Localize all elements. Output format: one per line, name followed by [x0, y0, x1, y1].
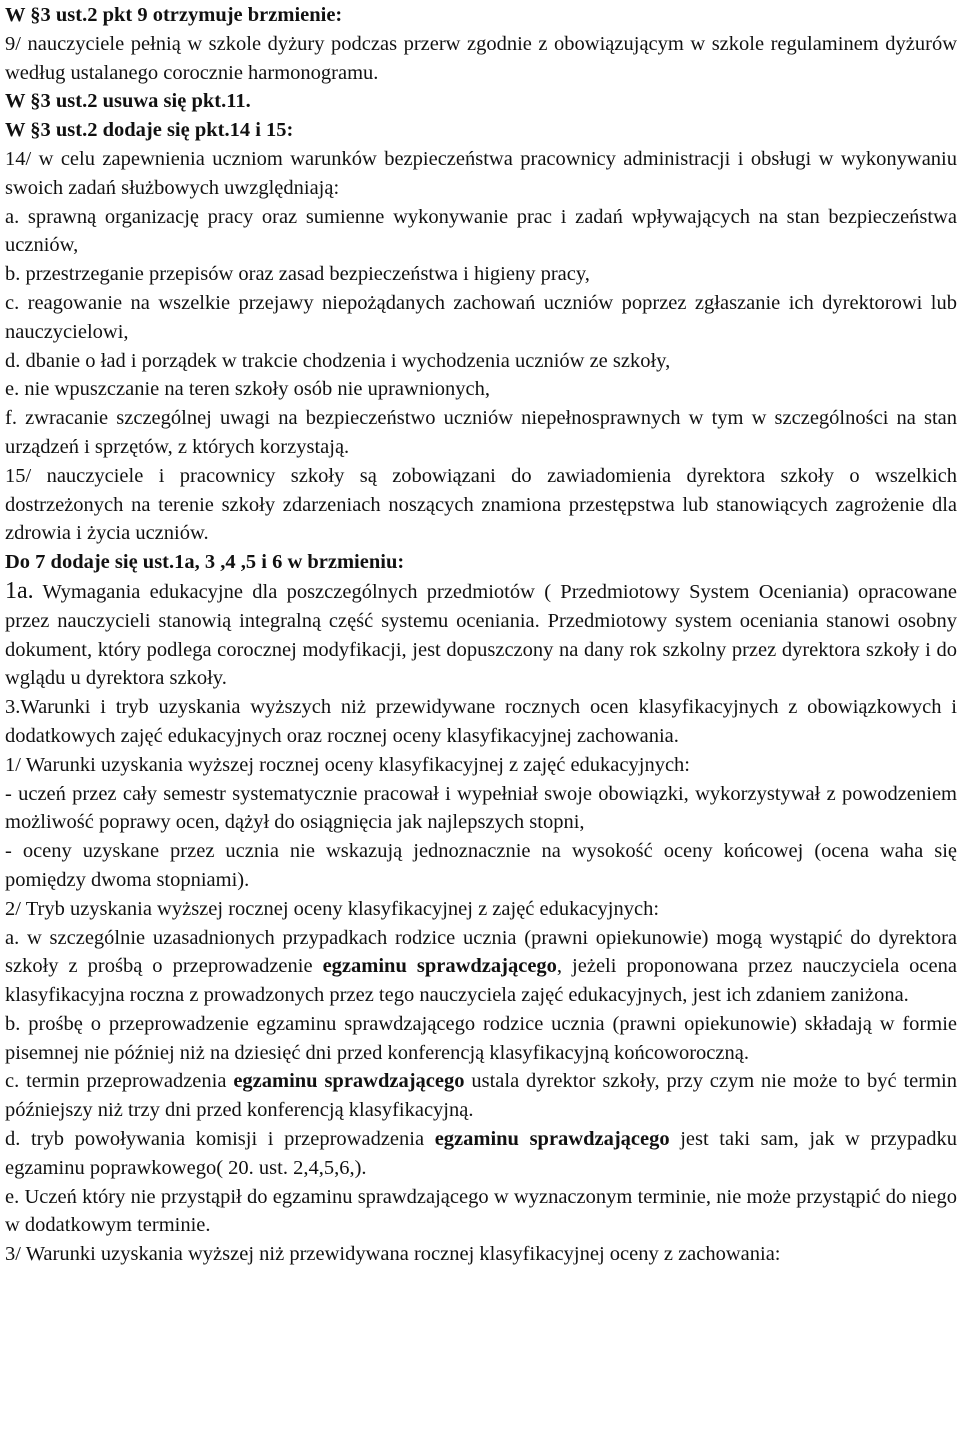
- point-15: 15/ nauczyciele i pracownicy szkoły są zobowiązani do zawiadomienia dyrektora szkoły o wszelkich dostrzeżonych na terenie szkoły zdarzeniach noszących znamiona przestępstwa lub stanowiących zagrożenie dla zdrowia i życia uczniów.: [5, 464, 957, 545]
- bold-term: egzaminu sprawdzającego: [233, 1070, 465, 1093]
- point-14: 14/ w celu zapewnienia uczniom warunków bezpieczeństwa pracownicy administracji i obsługi w wykonywaniu swoich zadań służbowych uwzględniają:: [5, 147, 957, 199]
- paragraph-3-1-dash-1: - uczeń przez cały semestr systematycznie pracował i wypełniał swoje obowiązki, wykorzystywał z powodzeniem możliwość poprawy ocen, dążył do osiągnięcia jak najlepszych stopni,: [5, 782, 957, 834]
- point-14-d: d. dbanie o ład i porządek w trakcie chodzenia i wychodzenia uczniów ze szkoły,: [5, 349, 671, 372]
- amendment-heading-4: Do 7 dodaje się ust.1a, 3 ,4 ,5 i 6 w brzmieniu:: [5, 551, 405, 574]
- paragraph-3-2-c: [5, 1067, 957, 1125]
- paragraph-3-2: 2/ Tryb uzyskania wyższej rocznej oceny klasyfikacyjnej z zajęć edukacyjnych:: [5, 897, 660, 920]
- paragraph-3-1-dash-2: - oceny uzyskane przez ucznia nie wskazują jednoznacznie na wysokość oceny końcowej (ocena waha się pomiędzy dwoma stopniami).: [5, 840, 957, 891]
- text-part: c. termin przeprowadzenia: [5, 1070, 234, 1093]
- paragraph-1a-text: Wymagania edukacyjne dla poszczególnych przedmiotów ( Przedmiotowy System Oceniania) opracowane przez nauczycieli stanowią integralną część systemu oceniania. Przedmiotowy system oceniania stanowi osobny dokument, który podlega corocznej modyfikacji, jest dopuszczony na dany rok szkolny przez dyrektora szkoły i do wglądu u dyrektora szkoły.: [5, 580, 957, 690]
- amendment-heading-1: W §3 ust.2 pkt 9 otrzymuje brzmienie:: [5, 4, 343, 26]
- paragraph-3-2-d: [5, 1125, 957, 1183]
- text-part: jest taki sam, jak w przypadku egzaminu poprawkowego( 20. ust. 2,4,5,6,).: [5, 1128, 957, 1179]
- point-14-b: b. przestrzeganie przepisów oraz zasad bezpieczeństwa i higieny pracy,: [5, 263, 590, 286]
- paragraph-3-2-e: e. Uczeń który nie przystąpił do egzaminu sprawdzającego w wyznaczonym terminie, nie może przystąpić do niego w dodatkowym terminie.: [5, 1185, 957, 1237]
- paragraph-3-2-a: [5, 924, 957, 1010]
- paragraph-1a: [5, 577, 957, 693]
- point-14-e: e. nie wpuszczanie na teren szkoły osób nie uprawnionych,: [5, 378, 491, 401]
- paragraph-3: 3.Warunki i tryb uzyskania wyższych niż przewidywane rocznych ocen klasyfikacyjnych z obowiązkowych i dodatkowych zajęć edukacyjnych oraz rocznej oceny klasyfikacyjnej zachowania.: [5, 696, 957, 747]
- bold-term: egzaminu sprawdzającego: [434, 1128, 670, 1151]
- point-14-f: f. zwracanie szczególnej uwagi na bezpieczeństwo uczniów niepełnosprawnych w tym w szczególności na stan urządzeń i sprzętów, z których korzystają.: [5, 407, 957, 458]
- text-part: ustala dyrektor szkoły, przy czym nie może to być termin późniejszy niż trzy dni przed konferencją klasyfikacyjną.: [5, 1070, 957, 1122]
- text-part: a. w szczególnie uzasadnionych przypadkach rodzice ucznia (prawni opiekunowie) mogą wystąpić do dyrektora szkoły z prośbą o przeprowadzenie: [5, 926, 957, 978]
- point-9: 9/ nauczyciele pełnią w szkole dyżury podczas przerw zgodnie z obowiązującym w szkole regulaminem dyżurów według ustalanego corocznie harmonogramu.: [5, 32, 957, 84]
- paragraph-3-2-b: b. prośbę o przeprowadzenie egzaminu sprawdzającego rodzice ucznia (prawni opiekunowie) składają w formie pisemnej nie później niż na dziesięć dni przed konferencją klasyfikacyjną końcoworoczną.: [5, 1012, 957, 1064]
- paragraph-3-1: 1/ Warunki uzyskania wyższej rocznej oceny klasyfikacyjnej z zajęć edukacyjnych:: [5, 753, 690, 776]
- paragraph-3-3: 3/ Warunki uzyskania wyższej niż przewidywana rocznej klasyfikacyjnej oceny z zachowania:: [5, 1243, 781, 1266]
- paragraph-1a-number: 1a.: [5, 577, 34, 604]
- text-part: , jeżeli proponowana przez nauczyciela ocena klasyfikacyjna roczna z prowadzonych przez tego nauczyciela zajęć edukacyjnych, jest ich zdaniem zaniżona.: [5, 955, 957, 1007]
- amendment-heading-2: W §3 ust.2 usuwa się pkt.11.: [5, 90, 251, 113]
- point-14-c: c. reagowanie na wszelkie przejawy niepożądanych zachowań uczniów poprzez zgłaszanie ich dyrektorowi lub nauczycielowi,: [5, 291, 957, 343]
- bold-term: egzaminu sprawdzającego: [322, 955, 557, 978]
- point-14-a: a. sprawną organizację pracy oraz sumienne wykonywanie prac i zadań wpływających na stan bezpieczeństwa uczniów,: [5, 205, 957, 257]
- amendment-heading-3: W §3 ust.2 dodaje się pkt.14 i 15:: [5, 119, 294, 142]
- text-part: d. tryb powoływania komisji i przeprowadzenia: [5, 1128, 435, 1151]
